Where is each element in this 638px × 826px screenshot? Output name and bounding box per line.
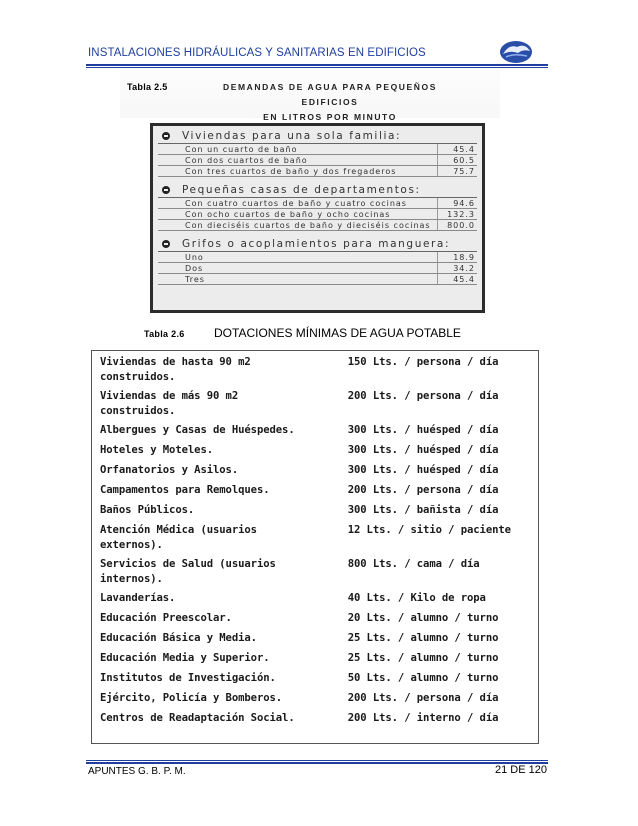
row-value: 132.3 (437, 209, 477, 219)
row-name: Con cuatro cuartos de baño y cuatro cocinas (185, 199, 407, 208)
table-2-5-section (158, 237, 477, 285)
table-row (158, 252, 477, 263)
document-header-title: INSTALACIONES HIDRÁULICAS Y SANITARIAS EN EDIFICIOS (88, 47, 426, 59)
bullet-icon (162, 186, 170, 194)
row-quantity: 20 Lts. / alumno / turno (347, 612, 499, 624)
row-name: Centros de Readaptación Social. (100, 712, 295, 724)
row-quantity: 200 Lts. / interno / día (347, 712, 499, 724)
row-quantity: 40 Lts. / Kilo de ropa (347, 592, 486, 604)
row-value: 800.0 (437, 220, 477, 230)
table-row (158, 263, 477, 274)
row-quantity: 25 Lts. / alumno / turno (347, 632, 499, 644)
row-quantity: 300 Lts. / huésped / día (347, 424, 499, 436)
row-value: 94.6 (437, 198, 477, 208)
bullet-icon (162, 132, 170, 140)
table-row (100, 711, 532, 731)
table-row (100, 463, 532, 483)
row-name: Institutos de Investigación. (100, 672, 276, 684)
table-row (100, 483, 532, 503)
row-name: Atención Médica (usuarios externos). (100, 524, 257, 551)
row-quantity: 50 Lts. / alumno / turno (347, 672, 499, 684)
row-name: Tres (185, 275, 205, 284)
row-name: Con tres cuartos de baño y dos fregaderos (185, 167, 397, 176)
row-value: 60.5 (437, 155, 477, 165)
row-name: Educación Preescolar. (100, 612, 232, 624)
table-row (158, 220, 477, 231)
footer-rule-thin (86, 760, 548, 761)
table-row (100, 691, 532, 711)
row-name: Albergues y Casas de Huéspedes. (100, 424, 295, 436)
row-quantity: 200 Lts. / persona / día (347, 484, 499, 496)
row-value: 34.2 (437, 263, 477, 273)
table-row (158, 198, 477, 209)
footer-author: APUNTES G. B. P. M. (88, 766, 186, 777)
table-2-5 (150, 123, 485, 313)
table-2-5-label: Tabla 2.5 (127, 82, 168, 92)
row-quantity: 300 Lts. / bañista / día (347, 504, 499, 516)
section-heading-text: Pequeñas casas de departamentos: (182, 184, 421, 196)
table-row (100, 389, 532, 423)
row-value: 45.4 (437, 274, 477, 284)
table-2-5-title-line2: EN LITROS POR MINUTO (263, 112, 397, 122)
table-row (100, 355, 532, 389)
section-heading-text: Viviendas para una sola familia: (182, 130, 402, 142)
table-2-6 (91, 350, 539, 744)
row-name: Educación Media y Superior. (100, 652, 270, 664)
table-row (100, 651, 532, 671)
table-2-5-title-line1: DEMANDAS DE AGUA PARA PEQUEÑOS EDIFICIOS (222, 82, 438, 107)
row-name: Servicios de Salud (usuarios internos). (100, 558, 276, 585)
table-2-5-section (158, 183, 477, 231)
table-row (158, 144, 477, 155)
row-name: Lavanderías. (100, 592, 176, 604)
row-quantity: 300 Lts. / huésped / día (347, 464, 499, 476)
table-row (158, 274, 477, 285)
section-heading (158, 237, 477, 252)
table-row (100, 443, 532, 463)
table-row (158, 166, 477, 177)
table-row (158, 155, 477, 166)
row-name: Dos (185, 264, 204, 273)
table-row (100, 631, 532, 651)
row-name: Baños Públicos. (100, 504, 195, 516)
bullet-icon (162, 240, 170, 248)
section-heading (158, 183, 477, 198)
table-row (100, 523, 532, 557)
table-row (100, 671, 532, 691)
row-name: Campamentos para Remolques. (100, 484, 270, 496)
row-name: Con ocho cuartos de baño y ocho cocinas (185, 210, 391, 219)
row-name: Con un cuarto de baño (185, 145, 298, 154)
page-number: 21 DE 120 (495, 764, 547, 776)
row-name: Viviendas de más 90 m2 construidos. (100, 390, 239, 417)
row-value: 45.4 (437, 144, 477, 154)
row-name: Uno (185, 253, 204, 262)
institution-logo-icon (499, 38, 533, 64)
row-value: 18.9 (437, 252, 477, 262)
row-name: Con dieciséis cuartos de baño y dieciséis cocinas (185, 221, 431, 230)
row-name: Hoteles y Moteles. (100, 444, 214, 456)
row-name: Viviendas de hasta 90 m2 construidos. (100, 356, 251, 383)
table-row (100, 423, 532, 443)
row-quantity: 150 Lts. / persona / día (347, 356, 499, 368)
row-quantity: 12 Lts. / sitio / paciente (347, 524, 511, 536)
table-2-6-title: DOTACIONES MÍNIMAS DE AGUA POTABLE (214, 326, 461, 340)
table-row (100, 591, 532, 611)
table-row (100, 557, 532, 591)
table-row (100, 503, 532, 523)
row-quantity: 25 Lts. / alumno / turno (347, 652, 499, 664)
header-rule-thin (86, 67, 548, 68)
table-row (100, 611, 532, 631)
row-quantity: 200 Lts. / persona / día (347, 390, 499, 402)
footer-rule (86, 762, 548, 764)
table-row (158, 209, 477, 220)
row-name: Con dos cuartos de baño (185, 156, 308, 165)
row-name: Orfanatorios y Asilos. (100, 464, 239, 476)
row-name: Educación Básica y Media. (100, 632, 257, 644)
row-name: Ejército, Policía y Bomberos. (100, 692, 283, 704)
section-heading (158, 129, 477, 144)
row-quantity: 300 Lts. / huésped / día (347, 444, 499, 456)
table-2-6-label: Tabla 2.6 (144, 329, 185, 339)
table-2-5-section (158, 129, 477, 177)
row-quantity: 200 Lts. / persona / día (347, 692, 499, 704)
header-rule (86, 64, 548, 66)
section-heading-text: Grifos o acoplamientos para manguera: (182, 238, 451, 250)
table-2-5-title (200, 80, 460, 125)
row-value: 75.7 (437, 166, 477, 176)
row-quantity: 800 Lts. / cama / día (347, 558, 480, 570)
